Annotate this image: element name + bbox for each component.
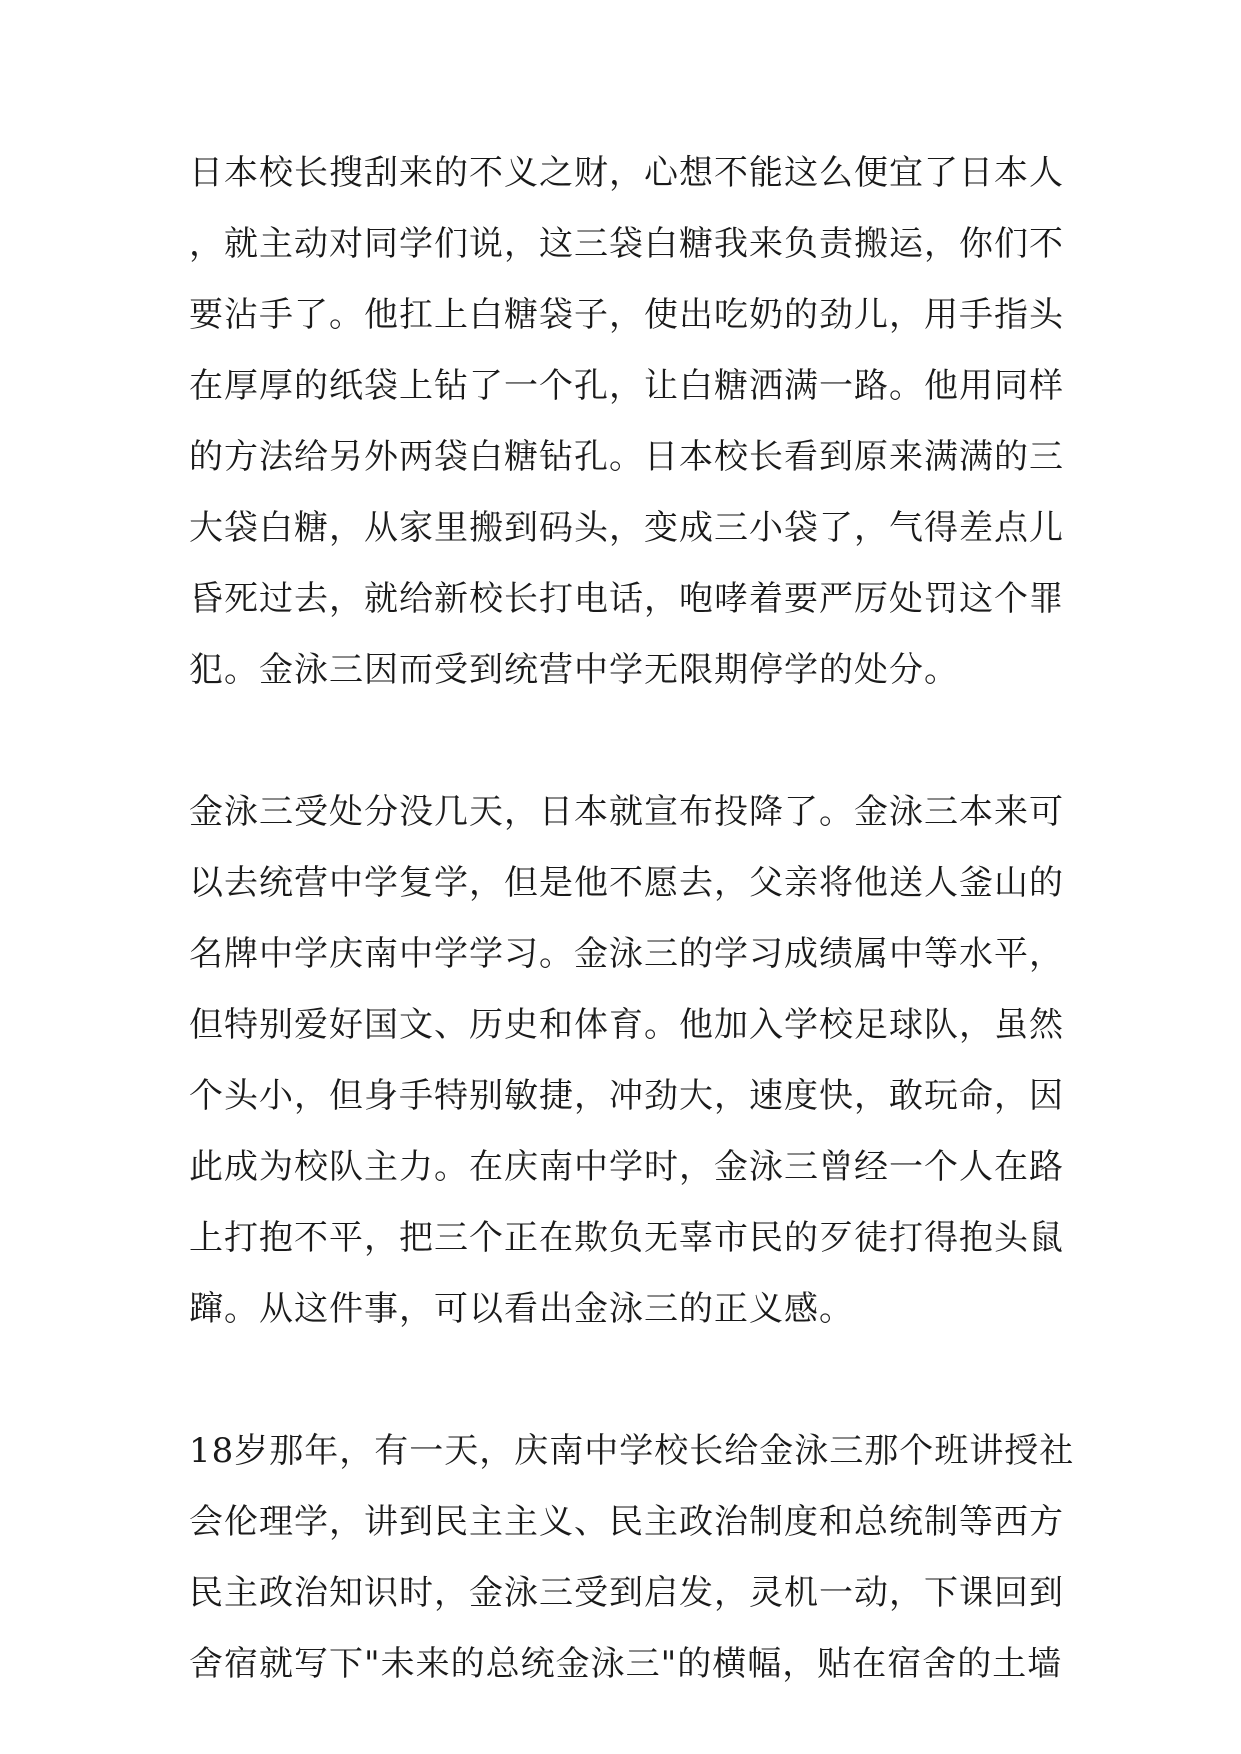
text-line: 个头小，但身手特别敏捷，冲劲大，速度快，敢玩命，因 <box>189 1076 1064 1116</box>
text-line: 名牌中学庆南中学学习。金泳三的学习成绩属中等水平， <box>189 934 1064 974</box>
text-line: ，就主动对同学们说，这三袋白糖我来负责搬运，你们不 <box>189 224 1064 264</box>
text-line: 舍宿就写下"未来的总统金泳三"的横幅，贴在宿舍的土墙 <box>189 1644 1063 1684</box>
text-line: 大袋白糖，从家里搬到码头，变成三小袋了，气得差点儿 <box>189 508 1064 548</box>
text-line: 在厚厚的纸袋上钻了一个孔，让白糖洒满一路。他用同样 <box>189 366 1064 406</box>
text-line: 会伦理学，讲到民主主义、民主政治制度和总统制等西方 <box>189 1502 1064 1542</box>
text-line: 犯。金泳三因而受到统营中学无限期停学的处分。 <box>189 650 959 690</box>
text-line: 18岁那年，有一天，庆南中学校长给金泳三那个班讲授社 <box>189 1431 1075 1471</box>
text-line: 以去统营中学复学，但是他不愿去，父亲将他送人釜山的 <box>189 863 1064 903</box>
paragraph-2 <box>189 792 1064 1329</box>
text-line: 金泳三受处分没几天，日本就宣布投降了。金泳三本来可 <box>189 792 1064 832</box>
text-line: 昏死过去，就给新校长打电话，咆哮着要严厉处罚这个罪 <box>189 579 1064 619</box>
body-text <box>189 153 1075 1717</box>
text-line: 蹿。从这件事，可以看出金泳三的正义感。 <box>189 1289 854 1329</box>
paragraph-1 <box>189 153 1064 690</box>
text-line: 上打抱不平，把三个正在欺负无辜市民的歹徒打得抱头鼠 <box>189 1218 1064 1258</box>
text-line: 要沾手了。他扛上白糖袋子，使出吃奶的劲儿，用手指头 <box>189 295 1064 335</box>
text-line: 日本校长搜刮来的不义之财，心想不能这么便宜了日本人 <box>189 153 1064 193</box>
paragraph-3 <box>189 1431 1075 1684</box>
text-line: 民主政治知识时，金泳三受到启发，灵机一动，下课回到 <box>189 1573 1064 1613</box>
text-line: 的方法给另外两袋白糖钻孔。日本校长看到原来满满的三 <box>189 437 1064 477</box>
text-line: 但特别爱好国文、历史和体育。他加入学校足球队，虽然 <box>189 1005 1064 1045</box>
text-line: 此成为校队主力。在庆南中学时，金泳三曾经一个人在路 <box>189 1147 1064 1187</box>
